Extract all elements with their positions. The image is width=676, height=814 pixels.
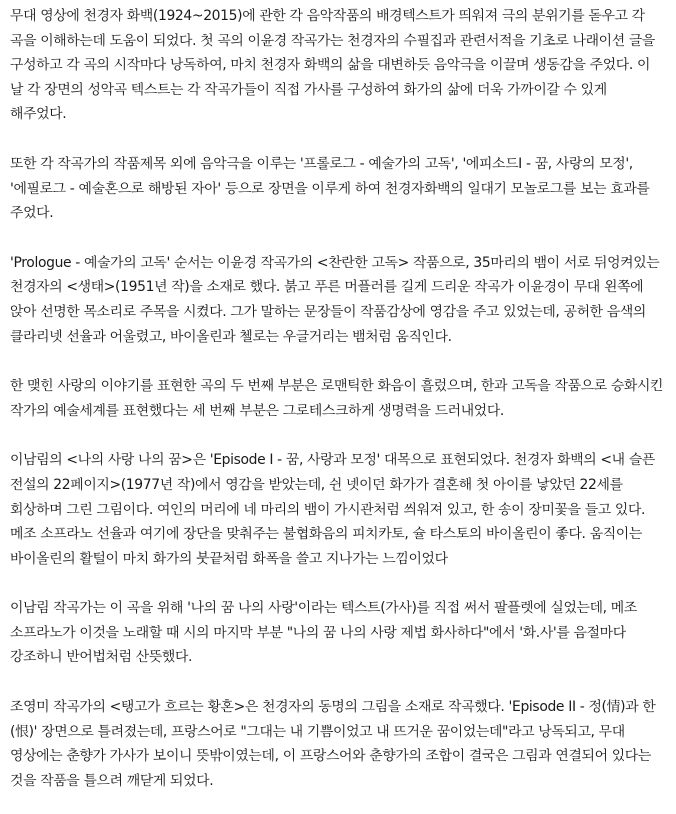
paragraph-structure: 또한 각 작곡가의 작품제목 외에 음악극을 이루는 '프롤로그 - 예술가의 고독', '에피소드I - 꿈, 사랑의 모정', '에필로그 - 예술혼으로 해방된 자아' 등으로 장면을 이루게 하여 천경자화백의 일대기 모놀로그를 보는 효과를 주었다. bbox=[10, 155, 650, 222]
paragraph-episode-one-text: 이남림 작곡가는 이 곡을 위해 '나의 꿈 나의 사랑'이라는 텍스트(가사)를 직접 써서 팔플렛에 실었는데, 메조 소프라노가 이것을 노래할 때 시의 마지막 부분 "나의 꿈 나의 사랑 제법 화사하다"에서 '화.사'를 음절마다 강조하니 반어법처럼 산뜻했다. bbox=[10, 600, 637, 666]
paragraph-episode-two: 조영미 작곡가의 <탱고가 흐르는 황혼>은 천경자의 동명의 그림을 소재로 작곡했다. 'Episode II - 정(情)과 한(恨)' 장면으로 틀려졌는데, 프랑스어로 "그대는 내 기쁨이었고 내 뜨거운 꿈이었는데"라고 낭독되고, 무대 영상에는 춘향가 가사가 보이니 뜻밖이였는데, 이 프랑스어와 춘향가의 조합이 결국은 그림과 연결되어 있다는 것을 작품을 틀으려 깨닫게 되었다. bbox=[10, 699, 656, 789]
paragraph-episode-one: 이남림의 <나의 사랑 나의 꿈>은 'Episode I - 꿈, 사랑과 모정' 대목으로 표현되었다. 천경자 화백의 <내 슬픈 전설의 22페이지>(1977년 작)에서 영감을 받았는데, 쉰 넷이던 화가가 결혼해 첫 아이를 낳았던 22세를 회상하며 그린 그림이다. 여인의 머리에 네 마리의 뱀이 가시관처럼 씌워져 있고, 한 송이 장미꽃을 들고 있다. 메조 소프라노 선율과 여기에 장단을 맞춰주는 불협화음의 피치카토, 슐 타스토의 바이올린이 좋다. 움직이는 바이올린의 활털이 마치 화가의 붓끝처럼 화폭을 쓸고 지나가는 느낌이었다 bbox=[10, 452, 655, 567]
paragraph-prologue: 'Prologue - 예술가의 고독' 순서는 이윤경 작곡가의 <찬란한 고독> 작품으로, 35마리의 뱀이 서로 뒤엉켜있는 천경자의 <생태>(1951년 작)을 소재로 했다. 붉고 푸른 머플러를 길게 드리운 작곡가 이윤경이 무대 왼쪽에 앉아 선명한 목소리로 주목을 시켰다. 그가 말하는 문장들이 작품감상에 영감을 주고 있었는데, 공허한 음색의 클라리넷 선율과 어울렸고, 바이올린과 첼로는 우글거리는 뱀처럼 움직인다. bbox=[10, 254, 660, 345]
paragraph-prologue-parts: 한 맺힌 사랑의 이야기를 표현한 곡의 두 번째 부분은 로맨틱한 화음이 흘렀으며, 한과 고독을 작품으로 승화시킨 작가의 예술세계를 표현했다는 세 번째 부분은 그로테스크하게 생명력을 드러내었다. bbox=[10, 378, 664, 419]
paragraph-intro: 무대 영상에 천경자 화백(1924~2015)에 관한 각 음악작품의 배경텍스트가 띄워져 극의 분위기를 돋우고 각 곡을 이해하는데 도움이 되었다. 첫 곡의 이윤경 작곡가는 천경자의 수필집과 관련서적을 기초로 나래이션 글을 구성하고 각 곡의 시작마다 낭독하여, 마치 천경자 화백의 삶을 대변하듯 음악극을 이끌며 생동감을 주었다. 이 날 각 장면의 성악곡 텍스트는 각 작곡가들이 직접 가사를 구성하여 화가의 삶에 더욱 가까이갈 수 있게 해주었다. bbox=[10, 8, 655, 123]
